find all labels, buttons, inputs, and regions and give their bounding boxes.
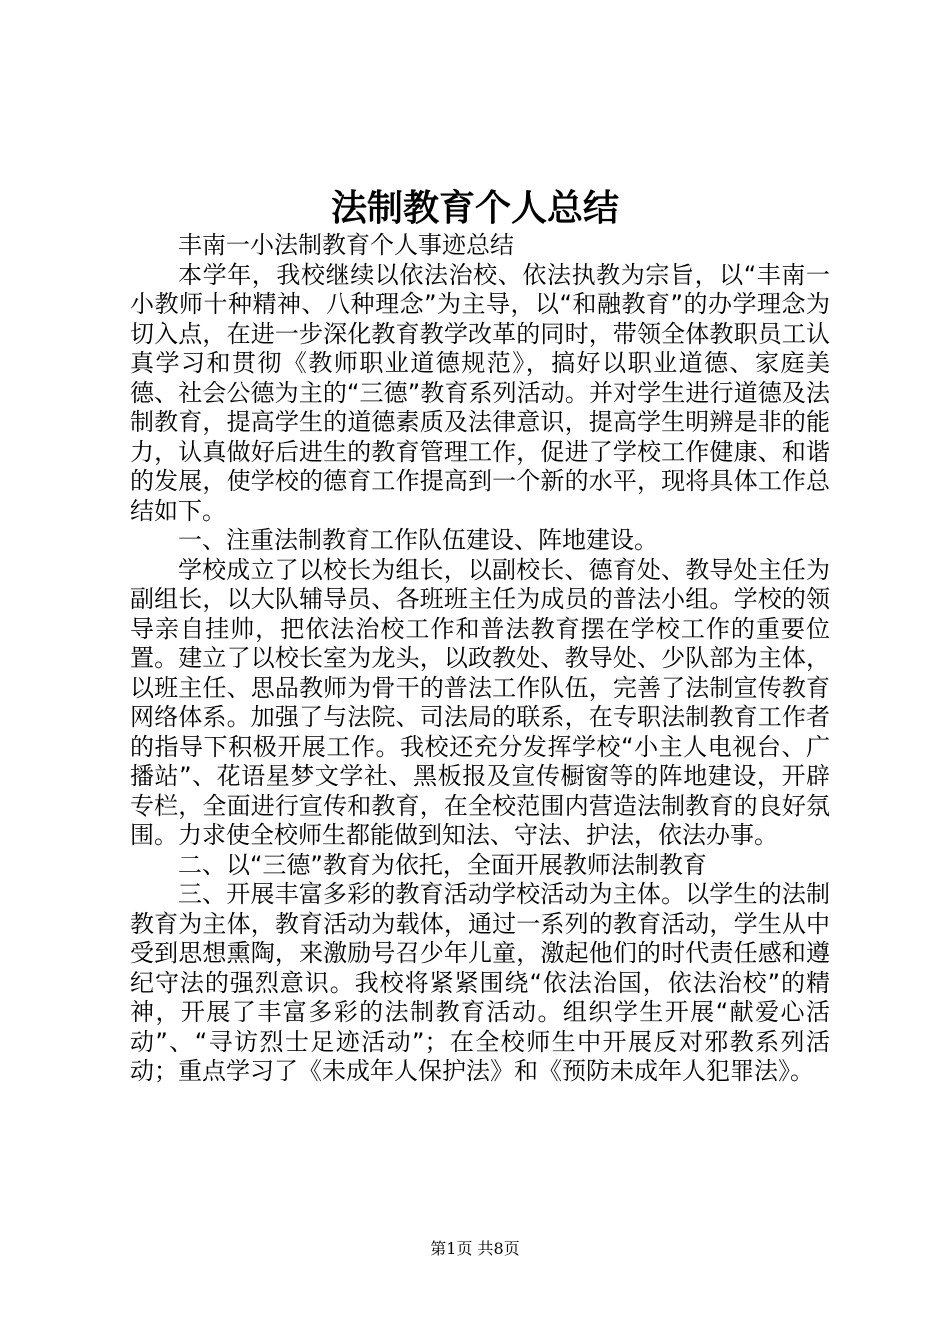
section-heading-1: 一、注重法制教育工作队伍建设、阵地建设。 (178, 526, 658, 554)
page-number-footer: 第1页 共8页 (430, 1239, 520, 1258)
document-body (130, 231, 830, 1087)
paragraph-intro: 本学年，我校继续以依法治校、依法执教为宗旨，以“丰南一小教师十种精神、八种理念”为主导，以“和融教育”的办学理念为切入点，在进一步深化教育教学改革的同时，带领全体教职员工认真学习和贯彻《教师职业道德规范》，搞好以职业道德、家庭美德、社会公德为主的“三德”教育系列活动。并对学生进行道德及法制教育，提高学生的道德素质及法律意识，提高学生明辨是非的能力，认真做好后进生的教育管理工作，促进了学校工作健康、和谐的发展，使学校的德育工作提高到一个新的水平，现将具体工作总结如下。 (130, 260, 830, 525)
paragraph-subtitle: 丰南一小法制教育个人事迹总结 (178, 231, 514, 259)
paragraph-section-1: 学校成立了以校长为组长，以副校长、德育处、教导处主任为副组长，以大队辅导员、各班班主任为成员的普法小组。学校的领导亲自挂帅，把依法治校工作和普法教育摆在学校工作的重要位置。建立了以校长室为龙头，以政教处、教导处、少队部为主体，以班主任、思品教师为骨干的普法工作队伍，完善了法制宣传教育网络体系。加强了与法院、司法局的联系，在专职法制教育工作者的指导下积极开展工作。我校还充分发挥学校“小主人电视台、广播站”、花语星梦文学社、黑板报及宣传橱窗等的阵地建设，开辟专栏，全面进行宣传和教育，在全校范围内营造法制教育的良好氛围。力求使全校师生都能做到知法、守法、护法，依法办事。 (130, 555, 830, 849)
section-heading-2: 二、以“三德”教育为依托，全面开展教师法制教育 (178, 850, 707, 879)
document-title: 法制教育个人总结 (330, 187, 619, 229)
paragraph-section-3: 三、开展丰富多彩的教育活动学校活动为主体。以学生的法制教育为主体，教育活动为载体，通过一系列的教育活动，学生从中受到思想熏陶，来激励号召少年儿童，激起他们的时代责任感和遵纪守法的强烈意识。我校将紧紧围绕“依法治国，依法治校”的精神，开展了丰富多彩的法制教育活动。组织学生开展“献爱心活动”、“寻访烈士足迹活动”；在全校师生中开展反对邪教系列活动；重点学习了《未成年人保护法》和《预防未成年人犯罪法》。 (130, 880, 830, 1085)
